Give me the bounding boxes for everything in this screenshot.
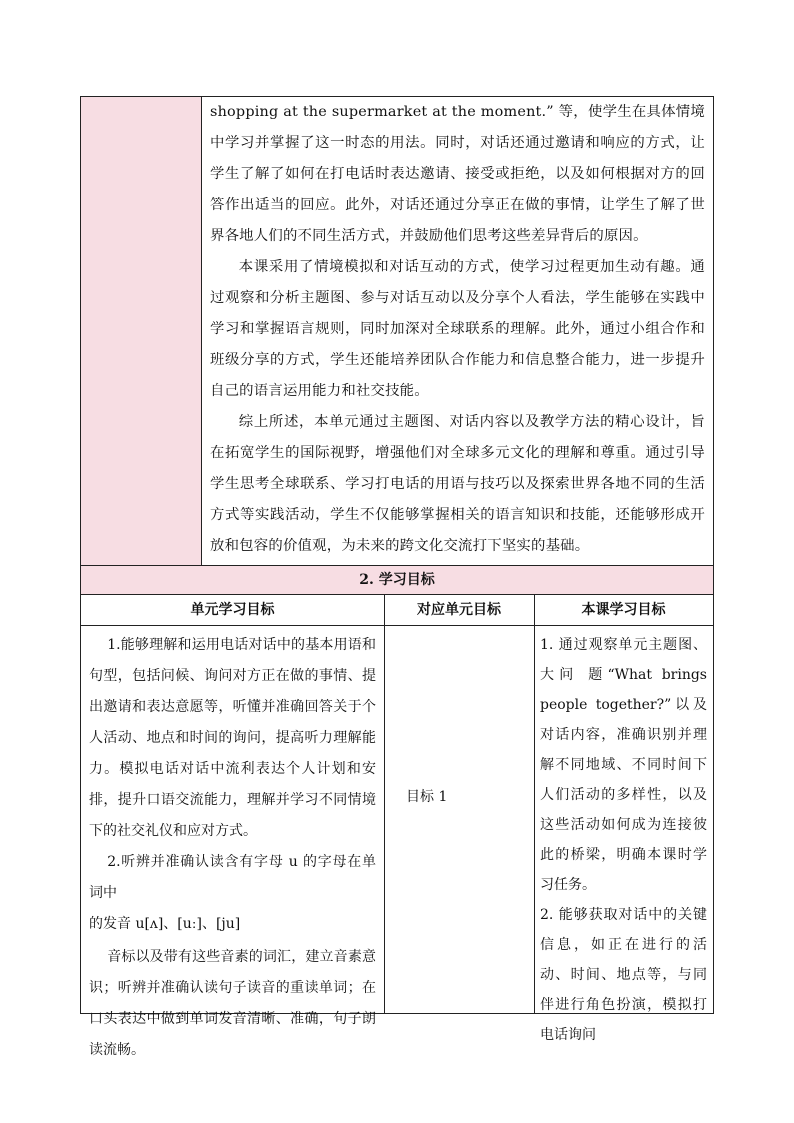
corresponding-goal-text: 目标 1 [406, 789, 448, 805]
analysis-paragraph-1: shopping at the supermarket at the moment.” 等，使学生在具体情境中学习并掌握了这一时态的用法。同时，对话还通过邀请和响应的方式，让学生了解了如何在打电话时表达邀请、接受或拒绝，以及如何根据对方的回答作出适当的回应。此外，对话还通过分享正在做的事情，让学生了解了世界各地人们的不同生活方式，并鼓励他们思考这些差异背后的原因。 [210, 104, 705, 244]
analysis-paragraph-3: 综上所述，本单元通过主题图、对话内容以及教学方法的精心设计，旨在拓宽学生的国际视野，增强他们对全球多元文化的理解和尊重。通过引导学生思考全球联系、学习打电话的用语与技巧以及探索世界各地不同的生活方式等实践活动，学生不仅能够掌握相关的语言知识和技能，还能够形成开放和包容的价值观，为未来的跨文化交流打下坚实的基础。 [210, 414, 705, 554]
row-label-cell [80, 96, 202, 566]
analysis-text-cell [201, 96, 714, 566]
lesson-goal-2: 2. 能够获取对话中的关键信息，如正在进行的活动、时间、地点等，与同伴进行角色扮演，模拟打电话询问 [540, 907, 707, 1043]
corresponding-goal-cell [384, 626, 535, 1014]
unit-goal-2-line-1: 2.听辨并准确认读含有字母 u 的字母在单词中 [89, 854, 376, 901]
header-lesson-goals: 本课学习目标 [534, 595, 714, 626]
unit-goal-2-line-2: 的发音 u[ʌ]、[uː]、[ju] [89, 916, 241, 932]
header-unit-goals: 单元学习目标 [80, 595, 385, 626]
analysis-paragraph-2: 本课采用了情境模拟和对话互动的方式，使学习过程更加生动有趣。通过观察和分析主题图、参与对话互动以及分享个人看法，学生能够在实践中学习和掌握语言规则，同时加深对全球联系的理解。此外，通过小组合作和班级分享的方式，学生还能培养团队合作能力和信息整合能力，进一步提升自己的语言运用能力和社交技能。 [210, 259, 705, 399]
header-corresponding-goal: 对应单元目标 [384, 595, 535, 626]
lesson-goal-1: 1. 通过观察单元主题图、大问 题“What brings people together?”以及对话内容，准确识别并理解不同地域、不同时间下人们活动的多样性，以及这些活动如何成为连接彼此的桥梁，明确本课时学习任务。 [540, 637, 707, 893]
section-title: 2. 学习目标 [80, 566, 714, 595]
unit-goal-1: 1.能够理解和运用电话对话中的基本用语和句型，包括问候、询问对方正在做的事情、提出邀请和表达意愿等，听懂并准确回答关于个人活动、地点和时间的询问，提高听力理解能力。模拟电话对话中流利表达个人计划和安排，提升口语交流能力，理解并学习不同情境下的社交礼仪和应对方式。 [89, 637, 376, 839]
unit-goal-2-line-3: 音标以及带有这些音素的词汇，建立音素意识；听辨并准确认读句子读音的重读单词；在口头表达中做到单词发音清晰、准确，句子朗读流畅。 [89, 949, 376, 1058]
lesson-goals-cell [534, 626, 714, 1043]
analysis-row [80, 96, 714, 566]
unit-goals-cell [80, 626, 385, 1058]
